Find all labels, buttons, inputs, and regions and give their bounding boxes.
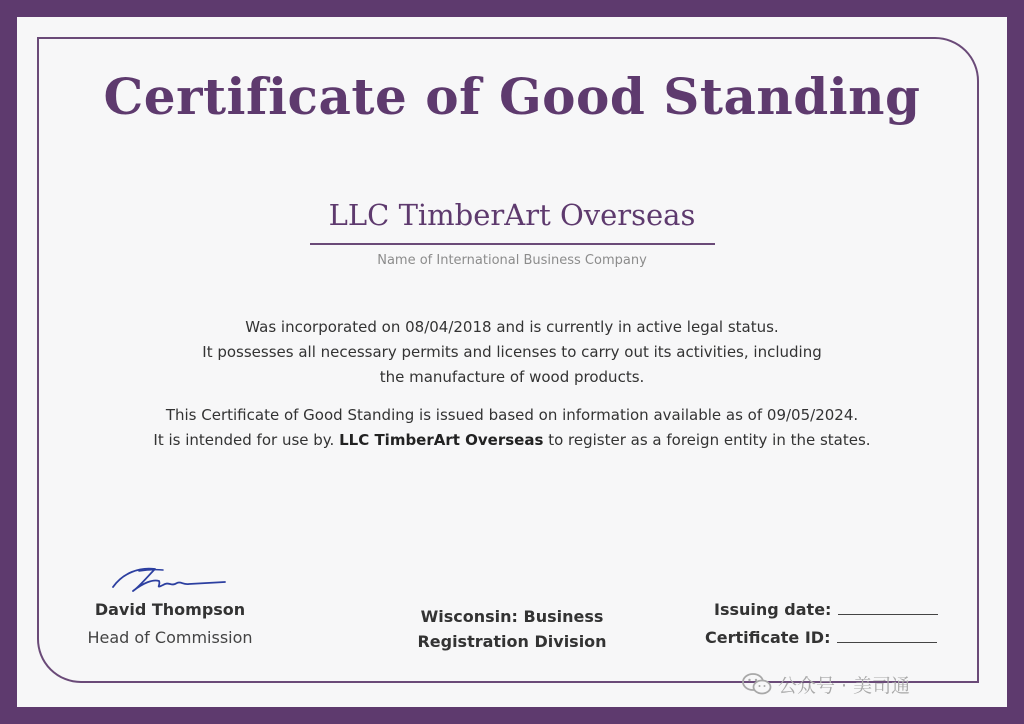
issuing-date-label: Issuing date:	[714, 600, 832, 619]
issuing-date-blank	[838, 614, 938, 615]
watermark	[742, 671, 910, 698]
signature-image	[109, 561, 229, 595]
incorporation-line-1: Was incorporated on 08/04/2018 and is currently in active legal status.	[245, 318, 779, 336]
issuing-date-field	[714, 600, 974, 619]
incorporation-paragraph	[17, 315, 1007, 390]
certificate-id-field	[705, 628, 965, 647]
issuance-line-2-suffix: to register as a foreign entity in the states.	[548, 431, 871, 449]
signer-title: Head of Commission	[87, 628, 253, 647]
issuing-authority	[397, 604, 627, 654]
watermark-text: 公众号 · 美司通	[778, 675, 911, 697]
issuance-paragraph	[17, 403, 1007, 453]
certificate-id-label: Certificate ID:	[705, 628, 831, 647]
signer-name: David Thompson	[94, 600, 246, 619]
company-name: LLC TimberArt Overseas	[328, 198, 696, 232]
certificate-paper	[17, 17, 1007, 707]
incorporation-line-3: the manufacture of wood products.	[379, 368, 645, 386]
issuance-line-2	[17, 428, 1007, 453]
issuance-line-1: This Certificate of Good Standing is issued based on information available as of 09/05/2024.	[165, 406, 859, 424]
issuer-line-1: Wisconsin: Business	[420, 607, 604, 626]
incorporation-line-2: It possesses all necessary permits and licenses to carry out its activities, including	[202, 343, 822, 361]
company-caption: Name of International Business Company	[377, 253, 647, 268]
issuance-company-name: LLC TimberArt Overseas	[339, 431, 544, 449]
wechat-icon	[742, 673, 772, 695]
issuance-line-2-prefix: It is intended for use by.	[153, 431, 335, 449]
certificate-id-blank	[837, 642, 937, 643]
certificate-title: Certificate of Good Standing	[103, 67, 921, 126]
issuer-line-2: Registration Division	[417, 632, 607, 651]
company-underline	[310, 243, 715, 245]
